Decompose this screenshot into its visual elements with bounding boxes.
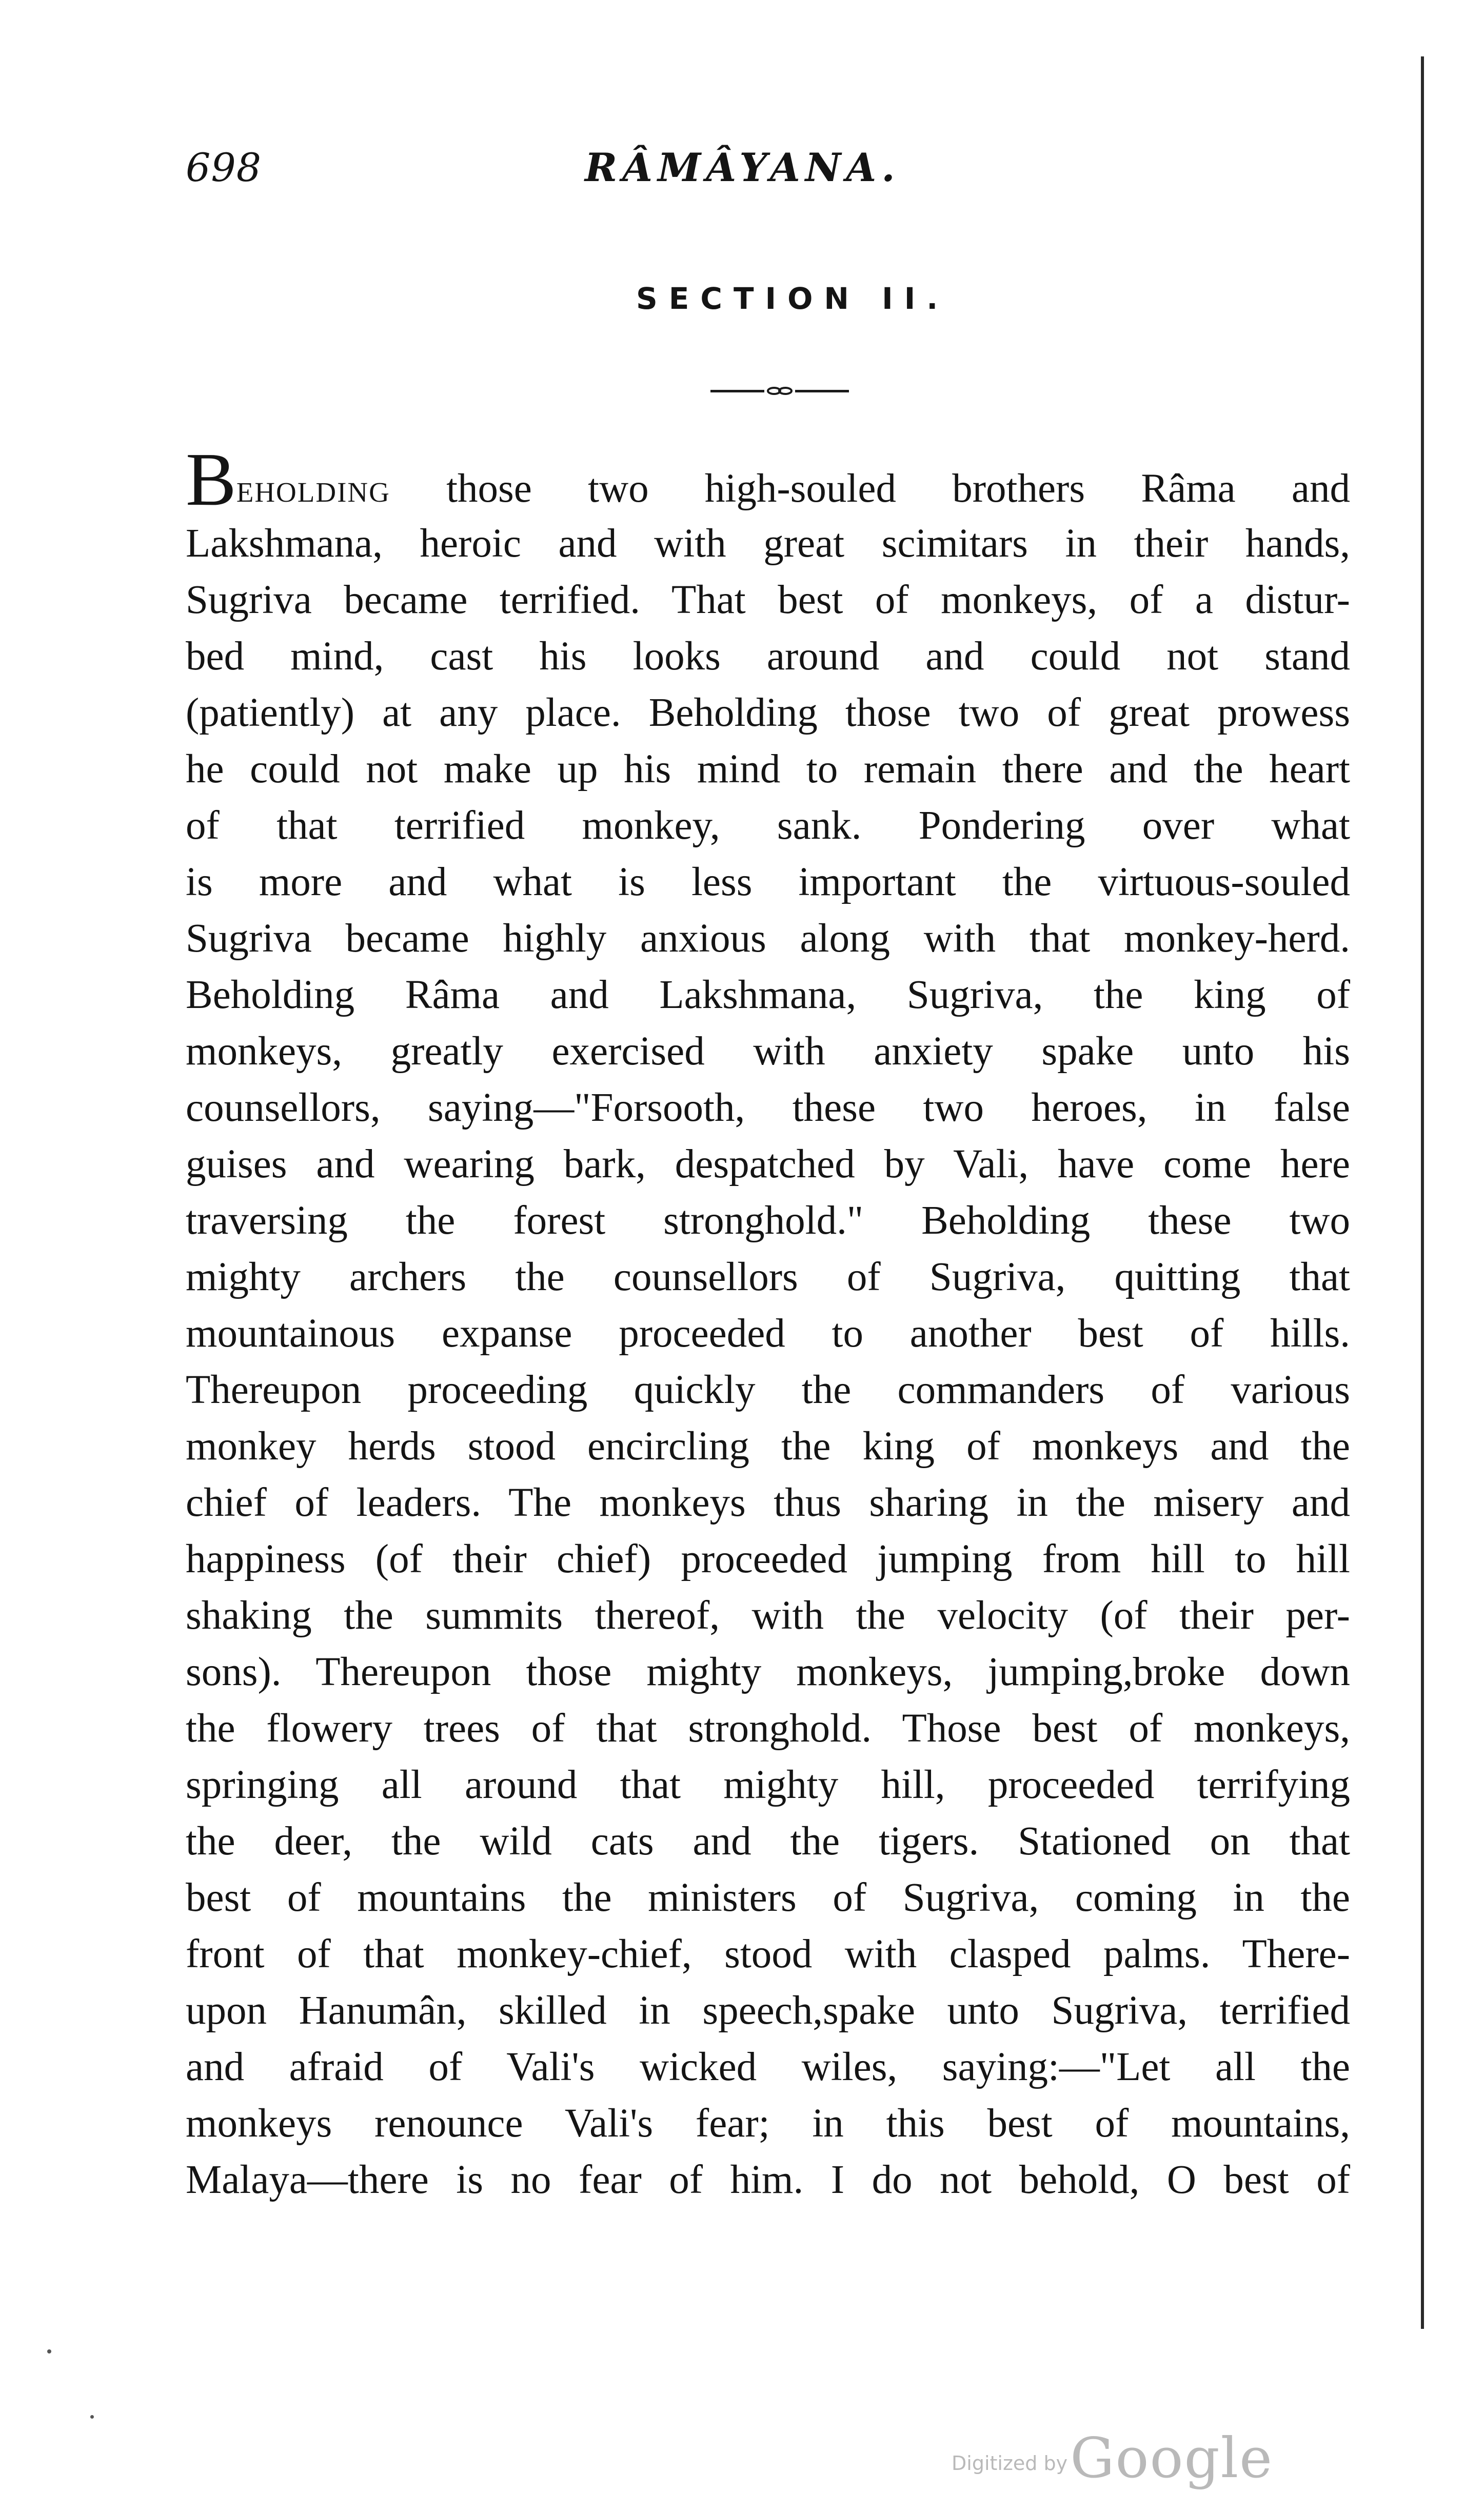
text-line: Lakshmana, heroic and with great scimitars in their hands, [186, 521, 1350, 566]
text-line: shaking the summits thereof, with the velocity (of their per- [186, 1593, 1350, 1638]
opening-word: eholding [236, 466, 390, 511]
divider-line-left [710, 390, 764, 392]
running-title: RÂMÂYANA. [585, 145, 900, 190]
divider-knot-icon [767, 386, 793, 396]
section-heading: SECTION II. [636, 281, 949, 316]
text-line: is more and what is less important the virtuous-souled [186, 860, 1350, 904]
watermark-prefix: Digitized by [952, 2452, 1068, 2475]
watermark-brand: Google [1070, 2426, 1274, 2490]
text-line: monkey herds stood encircling the king of monkeys and the [186, 1424, 1350, 1469]
text-line: monkeys, greatly exercised with anxiety spake unto his [186, 1029, 1350, 1074]
text-line: Malaya—there is no fear of him. I do not behold, O best of [186, 2158, 1350, 2202]
text-line: traversing the forest stronghold." Beholding these two [186, 1198, 1350, 1243]
text-line: upon Hanumân, skilled in speech,spake unto Sugriva, terrified [186, 1988, 1350, 2033]
text-line: he could not make up his mind to remain there and the heart [186, 747, 1350, 792]
divider-line-right [795, 390, 849, 392]
text-line: of that terrified monkey, sank. Pondering over what [186, 803, 1350, 848]
section-divider-ornament [710, 386, 849, 396]
text-line: happiness (of their chief) proceeded jumping from hill to hill [186, 1537, 1350, 1581]
text-line: the deer, the wild cats and the tigers. Stationed on that [186, 1819, 1350, 1864]
text-line: sons). Thereupon those mighty monkeys, jumping,broke down [186, 1650, 1350, 1694]
page-edge-rule [1421, 56, 1424, 2329]
scan-speck [47, 2349, 51, 2353]
text-line: mighty archers the counsellors of Sugriva, quitting that [186, 1255, 1350, 1299]
text-line: bed mind, cast his looks around and could not stand [186, 634, 1350, 679]
text-line: springing all around that mighty hill, proceeded terrifying [186, 1763, 1350, 1807]
body-paragraph [186, 438, 1350, 2208]
text-line [186, 438, 1350, 522]
text-line: the flowery trees of that stronghold. Those best of monkeys, [186, 1706, 1350, 1751]
page-number: 698 [186, 145, 262, 190]
text-line: chief of leaders. The monkeys thus sharing in the misery and [186, 1480, 1350, 1525]
line-text: those two high-souled brothers Râma and [390, 466, 1350, 511]
text-line: mountainous expanse proceeded to another best of hills. [186, 1311, 1350, 1356]
text-line: counsellors, saying—"Forsooth, these two heroes, in false [186, 1085, 1350, 1130]
drop-cap: B [186, 438, 236, 522]
text-line: guises and wearing bark, despatched by Vali, have come here [186, 1142, 1350, 1186]
text-line: Beholding Râma and Lakshmana, Sugriva, the king of [186, 973, 1350, 1017]
text-line: monkeys renounce Vali's fear; in this best of mountains, [186, 2101, 1350, 2146]
text-line: and afraid of Vali's wicked wiles, saying:—"Let all the [186, 2045, 1350, 2089]
scan-speck [90, 2415, 94, 2419]
text-line: Thereupon proceeding quickly the commanders of various [186, 1368, 1350, 1412]
text-line: (patiently) at any place. Beholding those two of great prowess [186, 690, 1350, 735]
text-line: Sugriva became terrified. That best of monkeys, of a distur- [186, 578, 1350, 622]
digitized-watermark [952, 2426, 1273, 2490]
text-line: best of mountains the ministers of Sugriva, coming in the [186, 1875, 1350, 1920]
text-line: Sugriva became highly anxious along with that monkey-herd. [186, 916, 1350, 961]
text-line: front of that monkey-chief, stood with clasped palms. There- [186, 1932, 1350, 1976]
